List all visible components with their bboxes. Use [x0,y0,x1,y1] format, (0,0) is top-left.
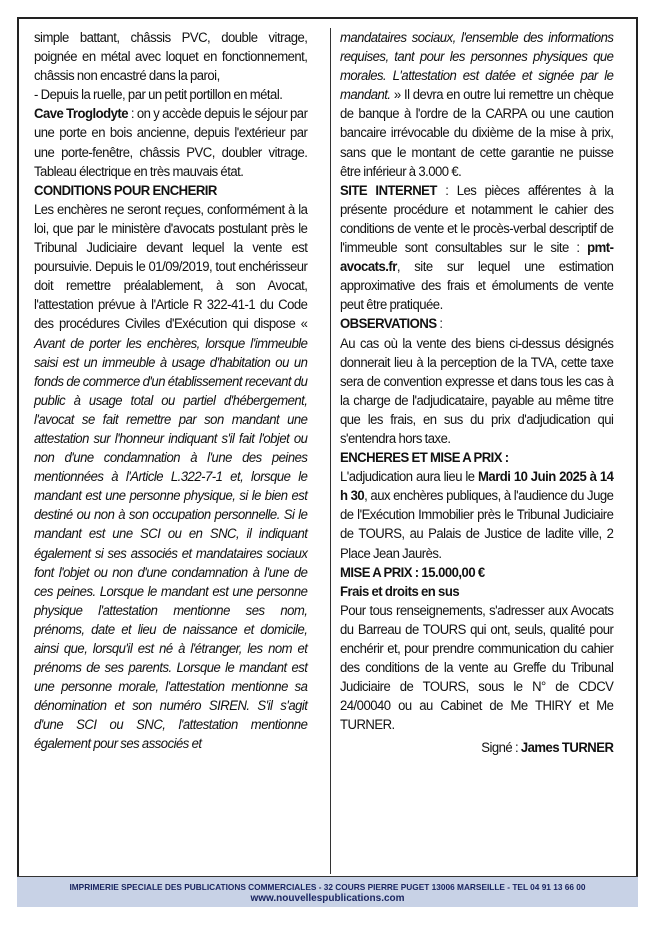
contact-paragraph: Pour tous renseignements, s'adresser aux Avocats du Barreau de TOURS qui ont, seuls, qualité pour enchérir et, pour prendre communication du cahier des conditions de la vente au Greffe du Tribunal Judiciaire de TOURS, sous le N° de CDCV 24/00040 ou au Cabinet de Me THIRY et Me TURNER. [340,601,614,733]
adjudication-pre: L'adjudication aura lieu le [340,468,479,485]
quote-continued [340,28,613,181]
footer-address: IMPRIMERIE SPECIALE DES PUBLICATIONS COMMERCIALES - 32 COURS PIERRE PUGET 13006 MARSEILLE - TEL 04 91 13 66 00 [69,882,586,892]
attestation-quote-end: mandataires sociaux, l'ensemble des informations requises, tant pour les personnes physiques que morales. L'attestation est datée et signée par le mandant. [340,29,614,103]
guarantee-text: » Il devra en outre lui remettre un chèque de banque à l'ordre de la CARPA ou une caution bancaire irrévocable du dixième de la mise à prix, sans que le montant de cette garantie ne puisse être inférieur à 3.000 €. [340,86,614,179]
conditions-text: Les enchères ne seront reçues, conformément à la loi, que par le ministère d'avocats postulant près le Tribunal Judiciaire devant lequel la vente est poursuivie. Depuis le 01/09/2019, tout enchérisseur doit remettre préalablement, à son Avocat, l'attestation prévue à l'Article R 322-41-1 du Code des procédures Civiles d'Exécution qui dispose « [34,200,308,332]
adjudication-post: , aux enchères publiques, à l'audience du Juge de l'Exécution Immobilier près le Tribunal Judiciaire de TOURS, au Palais de Justice de ladite ville, 2 Place Jean Jaurès. [340,487,614,561]
conditions-heading: CONDITIONS POUR ENCHERIR [34,181,217,198]
window-description: simple battant, châssis PVC, double vitrage, poignée en métal avec loquet en fonctionnement, châssis non encastré dans la paroi, [34,29,308,84]
adjudication-paragraph [340,467,613,562]
column-divider [330,28,331,874]
conditions-paragraph [34,200,307,754]
observations-colon: : [436,315,443,332]
cave-text: : on y accède depuis le séjour par une porte en bois ancienne, depuis l'extérieur par une porte-fenêtre, châssis PVC, doubler vitrage. Tableau électrique en très mauvais état. [34,105,308,179]
printer-footer [17,876,638,907]
adjudication-date: Mardi 10 Juin 2025 à 14 h 30 [340,468,614,504]
right-column [340,28,613,758]
attestation-quote: Avant de porter les enchères, lorsque l'immeuble saisi est un immeuble à usage d'habitation ou un fonds de commerce d'un établissement recevant du public à usage total ou partiel d'hébergement, l'avocat se fait remettre par son mandant une attestation sur l'honneur indiquant s'il fait l'objet ou non d'une condamnation à l'une des peines mentionnées à l'Article L.322-7-1 et, lorsque le mandant est une personne physique, si le bien est destiné ou non à son occupation personnelle. Si le mandant est une SCI ou en SNC, il indiquant également si ses associés et mandataires sociaux font l'objet ou non d'une condamnation à l'une de ces peines. Lorsque le mandant est une personne physique l'attestation mentionne ses nom, prénoms, date et lieu de naissance et domicile, ainsi que, lorsqu'il est né à l'étranger, les nom et prénoms de ses parents. Lorsque le mandant est une personne morale, l'attestation mentionne sa dénomination et son numéro SIREN. S'il s'agit d'une SCI ou SNC, l'attestation mentionne également pour ses associés et [34,334,308,752]
observations-heading [340,314,613,333]
site-text: : Les pièces afférentes à la présente procédure et notamment le cahier des conditions de vente et le procès-verbal descriptif de l'immeuble sont consultables sur le site : [340,181,614,256]
mise-a-prix: MISE A PRIX : 15.000,00 € [340,563,485,580]
cave-label: Cave Troglodyte [34,105,129,122]
frais-label: Frais et droits en sus [340,582,460,599]
observations-text: Au cas où la vente des biens ci-dessus désignés donnerait lieu à la perception de la TVA, cette taxe sera de convention expresse et dans tous les cas à la charge de l'adjudicataire, payable au même titre que les frais, en sus du prix d'adjudication qui s'entendra hors taxe. [340,334,614,446]
access-ruelle: - Depuis la ruelle, par un petit portillon en métal. [34,86,283,103]
encheres-heading: ENCHERES ET MISE A PRIX : [340,449,509,466]
site-url[interactable]: pmt-avocats.fr [340,239,614,275]
signature-name: James TURNER [520,739,614,756]
site-label: SITE INTERNET [340,181,437,198]
cave-paragraph [34,104,307,180]
signature [340,738,613,757]
footer-website[interactable]: www.nouvellespublications.com [250,893,405,904]
left-column [34,28,307,754]
observations-label: OBSERVATIONS [340,315,437,332]
signature-pre: Signé : [481,739,521,756]
site-paragraph [340,181,613,315]
site-text-2: , site sur lequel une estimation approximative des frais et émoluments de vente peut être pratiquée. [340,258,614,313]
